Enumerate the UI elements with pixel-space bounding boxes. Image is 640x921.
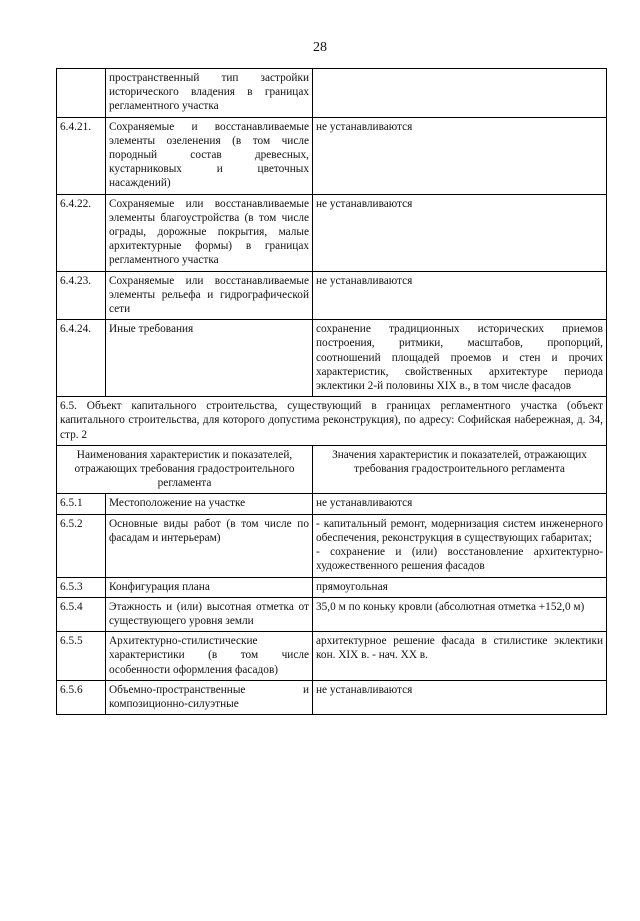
row-name: Местоположение на участке (106, 494, 313, 514)
row-value (313, 69, 607, 118)
row-value: не устанавливаются (313, 271, 607, 320)
row-name: Сохраняемые или восстанавливаемые элементы рельефа и гидрографической сети (106, 271, 313, 320)
row-value: сохранение традиционных исторических приемов построения, ритмики, масштабов, пропорций, соотношений площадей проемов и стен и прочих характеристик, свойственных архитектуре периода эклектики 2-й половины XIX в., в том числе фасадов (313, 320, 607, 397)
section-heading: 6.5. Объект капитального строительства, существующий в границах регламентного участка (объект капитального строительства, для которого допустима реконструкция), по адресу: Софийская набережная, д. 34, стр. 2 (57, 397, 607, 446)
row-name: пространственный тип застройки исторического владения в границах регламентного участка (106, 69, 313, 118)
table-row (57, 494, 607, 514)
row-number: 6.5.6 (57, 680, 106, 714)
row-name: Иные требования (106, 320, 313, 397)
column-header-name: Наименования характеристик и показателей, отражающих требования градостроительного регламента (57, 445, 313, 494)
row-name: Этажность и (или) высотная отметка от существующего уровня земли (106, 597, 313, 631)
table-row (57, 271, 607, 320)
row-name: Архитектурно-стилистические характеристики (в том числе особенности оформления фасадов) (106, 632, 313, 681)
table-row (57, 320, 607, 397)
row-value: прямоугольная (313, 577, 607, 597)
row-number: 6.5.5 (57, 632, 106, 681)
row-number: 6.5.2 (57, 514, 106, 577)
table-row (57, 514, 607, 577)
row-value: не устанавливаются (313, 117, 607, 194)
row-value: - капитальный ремонт, модернизация систем инженерного обеспечения, реконструкция в существующих габаритах; - сохранение и (или) восстановление архитектурно-художественного решения фасадов (313, 514, 607, 577)
row-value: не устанавливаются (313, 680, 607, 714)
row-number: 6.5.3 (57, 577, 106, 597)
table-row (57, 194, 607, 271)
row-number: 6.4.23. (57, 271, 106, 320)
column-header-value: Значения характеристик и показателей, отражающих требования градостроительного регламента (313, 445, 607, 494)
row-number: 6.4.21. (57, 117, 106, 194)
table-row (57, 597, 607, 631)
row-value: архитектурное решение фасада в стилистике эклектики кон. XIX в. - нач. XX в. (313, 632, 607, 681)
row-number: 6.5.1 (57, 494, 106, 514)
row-value: не устанавливаются (313, 494, 607, 514)
table-row (57, 632, 607, 681)
row-name: Сохраняемые или восстанавливаемые элементы благоустройства (в том числе ограды, дорожные покрытия, малые архитектурные формы) в границах регламентного участка (106, 194, 313, 271)
page-number: 28 (313, 40, 327, 55)
row-name: Конфигурация плана (106, 577, 313, 597)
row-value: 35,0 м по коньку кровли (абсолютная отметка +152,0 м) (313, 597, 607, 631)
table-row (57, 577, 607, 597)
regulation-table (56, 68, 607, 715)
row-value: не устанавливаются (313, 194, 607, 271)
row-name: Основные виды работ (в том числе по фасадам и интерьерам) (106, 514, 313, 577)
header-row (57, 445, 607, 494)
row-number: 6.5.4 (57, 597, 106, 631)
row-name: Объемно-пространственные и композиционно-силуэтные (106, 680, 313, 714)
table-row (57, 69, 607, 118)
row-number (57, 69, 106, 118)
section-row (57, 397, 607, 446)
row-number: 6.4.24. (57, 320, 106, 397)
row-name: Сохраняемые и восстанавливаемые элементы озеленения (в том числе породный состав древесных, кустарниковых и цветочных насаждений) (106, 117, 313, 194)
table-row (57, 680, 607, 714)
row-number: 6.4.22. (57, 194, 106, 271)
table-row (57, 117, 607, 194)
